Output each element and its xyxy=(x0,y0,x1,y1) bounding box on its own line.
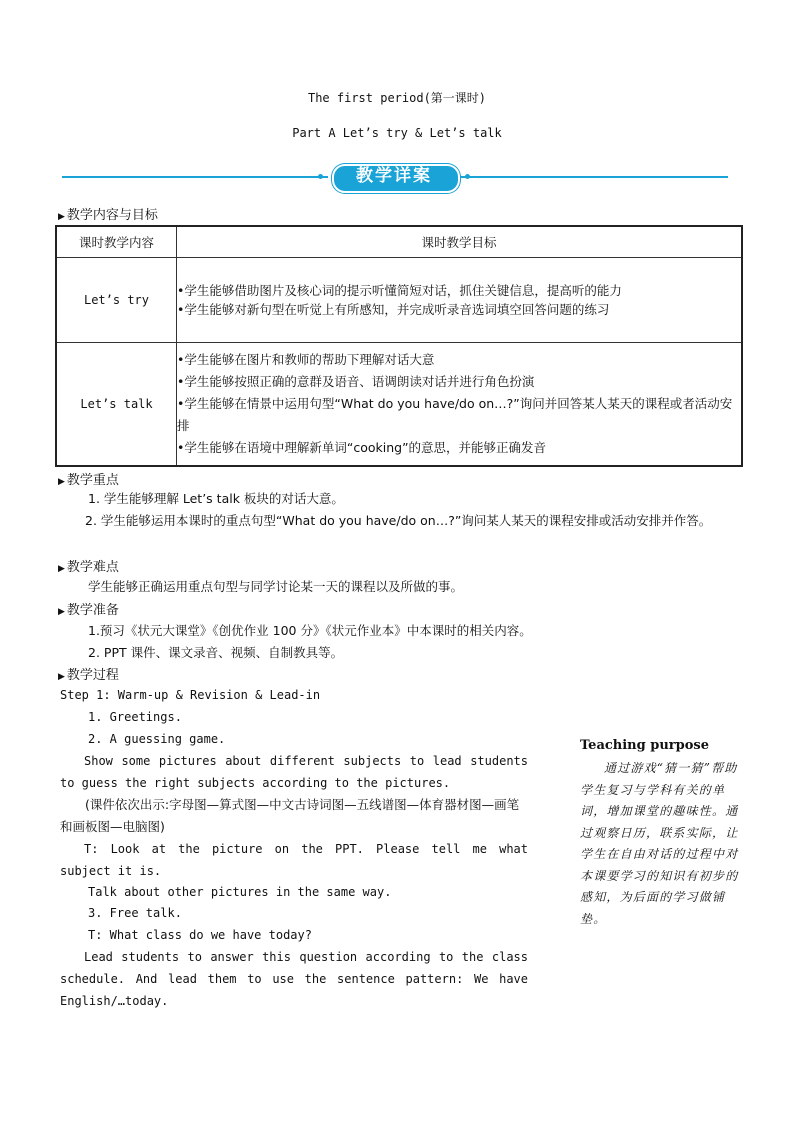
section-heading-process xyxy=(58,664,119,683)
table-cell-goals xyxy=(177,343,743,467)
key-point-2: 2. 学生能够运用本课时的重点句型“What do you have/do on…?”询问某人某天的课程安排或活动安排并作答。 xyxy=(85,513,712,528)
banner-dot-right xyxy=(465,174,470,179)
process-line: T: What class do we have today? xyxy=(88,928,312,942)
triangle-bullet-icon: ▶ xyxy=(58,607,65,617)
triangle-bullet-icon: ▶ xyxy=(58,212,65,222)
process-line: 2. A guessing game. xyxy=(88,732,226,746)
process-line: 1. Greetings. xyxy=(88,710,182,724)
table-header-row xyxy=(56,226,742,258)
table-cell-goals xyxy=(177,258,743,343)
section-heading-content-goals xyxy=(58,204,158,223)
page-title: The first period(第一课时) xyxy=(307,91,487,105)
process-paragraph: T: Look at the picture on the PPT. Please tell me what subject it is. xyxy=(60,842,528,878)
process-paragraph: Lead students to answer this question according to the class schedule. And lead them to use the sentence pattern: We have English/…today. xyxy=(60,950,528,1008)
section-heading-preparation xyxy=(58,599,119,618)
preparation-1: 1.预习《状元大课堂》《创优作业 100 分》《状元作业本》中本课时的相关内容。 xyxy=(88,623,532,638)
step-heading: Step 1: Warm-up & Revision & Lead-in xyxy=(60,688,321,702)
process-paragraph: (课件依次出示:字母图—算式图—中文古诗词图—五线谱图—体育器材图—画笔和画板图—电脑图) xyxy=(60,797,520,834)
section-heading-text: 教学内容与目标 xyxy=(66,208,158,223)
list-item: •学生能够在图片和教师的帮助下理解对话大意 xyxy=(177,352,435,367)
triangle-bullet-icon: ▶ xyxy=(58,672,65,682)
section-heading-text: 教学准备 xyxy=(66,603,119,618)
list-item: •学生能够在情景中运用句型“What do you have/do on…?”询问并回答某人某天的课程或者活动安排 xyxy=(177,396,733,433)
banner-dot-left xyxy=(318,174,323,179)
section-heading-text: 教学过程 xyxy=(66,668,119,683)
goals-table xyxy=(55,225,743,467)
list-item: •学生能够借助图片及核心词的提示听懂简短对话，抓住关键信息，提高听的能力 xyxy=(177,283,622,298)
triangle-bullet-icon: ▶ xyxy=(58,477,65,487)
section-heading-text: 教学重点 xyxy=(66,473,119,488)
list-item: •学生能够对新句型在听觉上有所感知，并完成听录音选词填空回答问题的练习 xyxy=(177,302,610,317)
table-row xyxy=(56,258,742,343)
list-item: •学生能够在语境中理解新单词“cooking”的意思，并能够正确发音 xyxy=(177,440,547,455)
table-header-goals: 课时教学目标 xyxy=(177,226,743,258)
banner-title: 教学详案 xyxy=(356,166,432,186)
section-heading-key-points xyxy=(58,469,119,488)
banner-line-right xyxy=(460,176,728,178)
preparation-2: 2. PPT 课件、课文录音、视频、自制教具等。 xyxy=(88,645,344,660)
process-line: 3. Free talk. xyxy=(88,906,182,920)
table-row xyxy=(56,343,742,467)
banner-line-left xyxy=(62,176,328,178)
table-cell-name: Let’s talk xyxy=(56,343,177,467)
section-heading-text: 教学难点 xyxy=(66,560,119,575)
triangle-bullet-icon: ▶ xyxy=(58,564,65,574)
key-point-1: 1. 学生能够理解 Let’s talk 板块的对话大意。 xyxy=(88,491,344,506)
list-item: •学生能够按照正确的意群及语音、语调朗读对话并进行角色扮演 xyxy=(177,374,535,389)
section-heading-difficulty xyxy=(58,556,119,575)
table-header-content: 课时教学内容 xyxy=(56,226,177,258)
process-paragraph: Show some pictures about different subjects to lead students to guess the right subjects according to the pictures. xyxy=(60,754,528,790)
process-line: Talk about other pictures in the same way. xyxy=(88,885,392,899)
page-subtitle: Part A Let’s try & Let’s talk xyxy=(292,126,502,140)
teaching-purpose-body: 通过游戏“猜一猜”帮助学生复习与学科有关的单词，增加课堂的趣味性。通过观察日历，联系实际，让学生在自由对话的过程中对本课要学习的知识有初步的感知，为后面的学习做铺垫。 xyxy=(580,761,739,926)
difficulty-text: 学生能够正确运用重点句型与同学讨论某一天的课程以及所做的事。 xyxy=(88,579,464,594)
teaching-purpose-title: Teaching purpose xyxy=(580,738,709,753)
table-cell-name: Let’s try xyxy=(56,258,177,343)
